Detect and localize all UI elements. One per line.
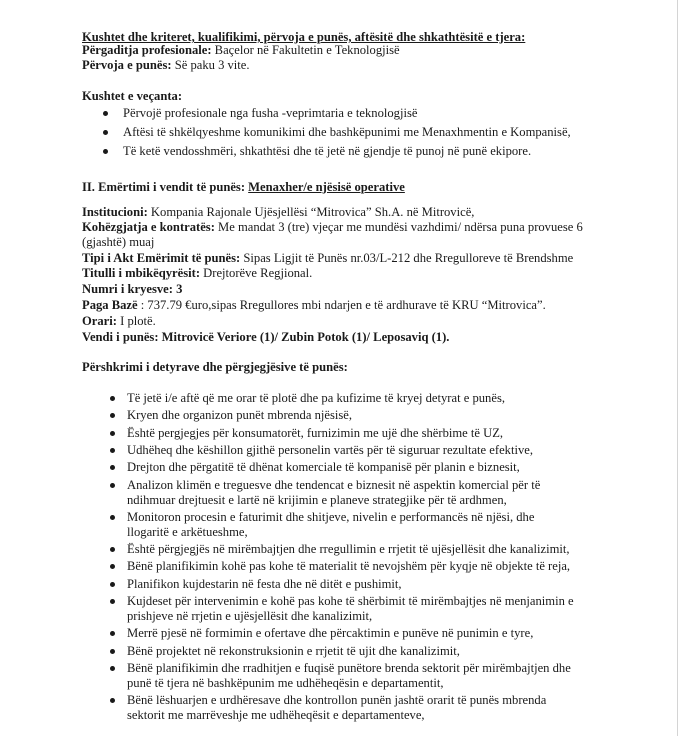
list-item: Bënë planifikimin dhe rradhitjen e fuqisë punëtore brenda sektorit për mirëmbajtjen dhe — [127, 660, 571, 675]
bullet-icon — [103, 111, 108, 116]
institution-label: Institucioni: — [82, 205, 148, 219]
duties-heading: Përshkrimi i detyrave dhe përgjegjësive të punës: — [82, 360, 348, 374]
education-value: Baçelor në Fakultetin e Teknologjisë — [211, 43, 400, 57]
bullet-icon — [110, 666, 115, 671]
section1-heading: Kushtet dhe kriteret, kualifikimi, përvoja e punës, aftësitë dhe shkathtësitë e tjera: — [82, 30, 526, 44]
salary-value: : 737.79 €uro,sipas Rregullores mbi ndarjen e të ardhurave të KRU “Mitrovica”. — [137, 298, 546, 312]
bullet-icon — [110, 698, 115, 703]
experience-label: Përvoja e punës: — [82, 58, 172, 72]
bullet-icon — [103, 130, 108, 135]
institution-row — [82, 205, 474, 220]
list-item: ndihmuar drejtuesit e lartë në krijimin e planeve strategjike për të ardhmen, — [127, 492, 507, 507]
page-edge — [677, 0, 678, 736]
appointment-row — [82, 251, 573, 266]
bullet-icon — [110, 599, 115, 604]
list-item: punë të tjera në bashkëpunim me udhëheqësin e departamentit, — [127, 675, 444, 690]
bullet-icon — [110, 431, 115, 436]
bullet-icon — [110, 448, 115, 453]
supervisor-row — [82, 266, 312, 281]
job-title: Menaxher/e njësisë operative — [248, 180, 405, 194]
supervisor-value: Drejtorëve Regjional. — [200, 266, 313, 280]
executors-count: Numri i kryesve: 3 — [82, 282, 183, 296]
work-location: Vendi i punës: Mitrovicë Veriore (1)/ Zubin Potok (1)/ Leposaviq (1). — [82, 330, 450, 344]
hours-row — [82, 314, 156, 329]
list-item: Është përgjegjës në mirëmbajtjen dhe rregullimin e rrjetit të ujësjellësit dhe kanalizimit, — [127, 542, 570, 557]
list-item: Të jetë i/e aftë që me orar të plotë dhe pa kufizime të kryej detyrat e punës, — [127, 391, 505, 405]
hours-value: I plotë. — [116, 314, 156, 328]
duration-label: Kohëzgjatja e kontratës: — [82, 220, 215, 234]
bullet-icon — [110, 631, 115, 636]
list-item: Të ketë vendosshmëri, shkathtësi dhe të jetë në gjendje të punoj në punë ekipore. — [123, 144, 532, 158]
list-item: Aftësi të shkëlqyeshme komunikimi dhe bashkëpunimi me Menaxhmentin e Kompanisë, — [123, 125, 571, 139]
list-item: Kryen dhe organizon punët mbrenda njësisë, — [127, 408, 352, 423]
duration-value-cont: (gjashtë) muaj — [82, 235, 155, 249]
hours-label: Orari: — [82, 314, 117, 328]
list-item: Merrë pjesë në formimin e ofertave dhe përcaktimin e punëve në punimin e tyre, — [127, 626, 534, 641]
list-item: Udhëheq dhe këshillon gjithë personelin vartës për të siguruar rezultate efektive, — [127, 442, 534, 457]
list-item: Kujdeset për intervenimin e kohë pas kohe të shërbimit të mirëmbajtjes në menjanimin e — [127, 594, 574, 608]
section2-heading-prefix: II. Emërtimi i vendit të punës: — [82, 180, 249, 194]
supervisor-label: Titulli i mbikëqyrësit: — [82, 266, 201, 280]
bullet-icon — [110, 396, 115, 401]
bullet-icon — [110, 465, 115, 470]
education-row — [82, 43, 400, 58]
bullet-icon — [103, 149, 108, 154]
duration-row — [82, 220, 583, 235]
bullet-icon — [110, 582, 115, 587]
appointment-value: Sipas Ligjit të Punës nr.03/L-212 dhe Rregulloreve të Brendshme — [240, 251, 574, 265]
salary-label: Paga Bazë — [82, 298, 138, 312]
special-conditions-heading: Kushtet e veçanta: — [82, 89, 183, 103]
list-item: Bënë planifikimin kohë pas kohe të materialit të nevojshëm për kyqje në objekte të reja, — [127, 559, 571, 574]
list-item: llogaritë e arkëtueshme, — [127, 524, 248, 539]
appointment-label: Tipi i Akt Emërimit të punës: — [82, 251, 241, 265]
list-item: Drejton dhe përgatitë të dhënat komerciale të kompanisë për planin e biznesit, — [127, 460, 520, 475]
list-item: Bënë lëshuarjen e urdhëresave dhe kontrollon punën jashtë orarit të punës mbrenda — [127, 693, 547, 708]
education-label: Përgaditja profesionale: — [82, 43, 212, 57]
list-item: Analizon klimën e treguesve dhe tendencat e biznesit në aspektin komercial për të — [127, 477, 541, 492]
bullet-icon — [110, 413, 115, 418]
salary-row — [82, 298, 546, 313]
list-item: Përvojë profesionale nga fusha -veprimtaria e teknologjisë — [123, 106, 418, 120]
duration-value: Me mandat 3 (tre) vjeçar me mundësi vazhdimi/ ndërsa puna provuese 6 — [214, 220, 583, 234]
section2-heading — [82, 180, 405, 195]
bullet-icon — [110, 564, 115, 569]
bullet-icon — [110, 515, 115, 520]
list-item: Është pergjegjes për konsumatorët, furnizimin me ujë dhe shërbime të UZ, — [127, 425, 504, 440]
experience-row — [82, 58, 250, 73]
list-item: Planifikon kujdestarin në festa dhe në ditët e pushimit, — [127, 576, 402, 591]
bullet-icon — [110, 547, 115, 552]
bullet-icon — [110, 649, 115, 654]
list-item: sektorit me marrëveshje me udhëheqësit e departamenteve, — [127, 708, 425, 723]
bullet-icon — [110, 483, 115, 488]
list-item: Bënë projektet në rekonstruksionin e rrjetit të ujit dhe kanalizimit, — [127, 643, 460, 658]
list-item: prishjeve në rrjetin e ujësjellësit dhe kanalizimit, — [127, 609, 373, 623]
list-item: Monitoron procesin e faturimit dhe shitjeve, nivelin e performancës në njësi, dhe — [127, 509, 535, 524]
experience-value: Së paku 3 vite. — [171, 58, 250, 72]
institution-value: Kompania Rajonale Ujësjellësi “Mitrovica” Sh.A. në Mitrovicë, — [147, 205, 475, 219]
